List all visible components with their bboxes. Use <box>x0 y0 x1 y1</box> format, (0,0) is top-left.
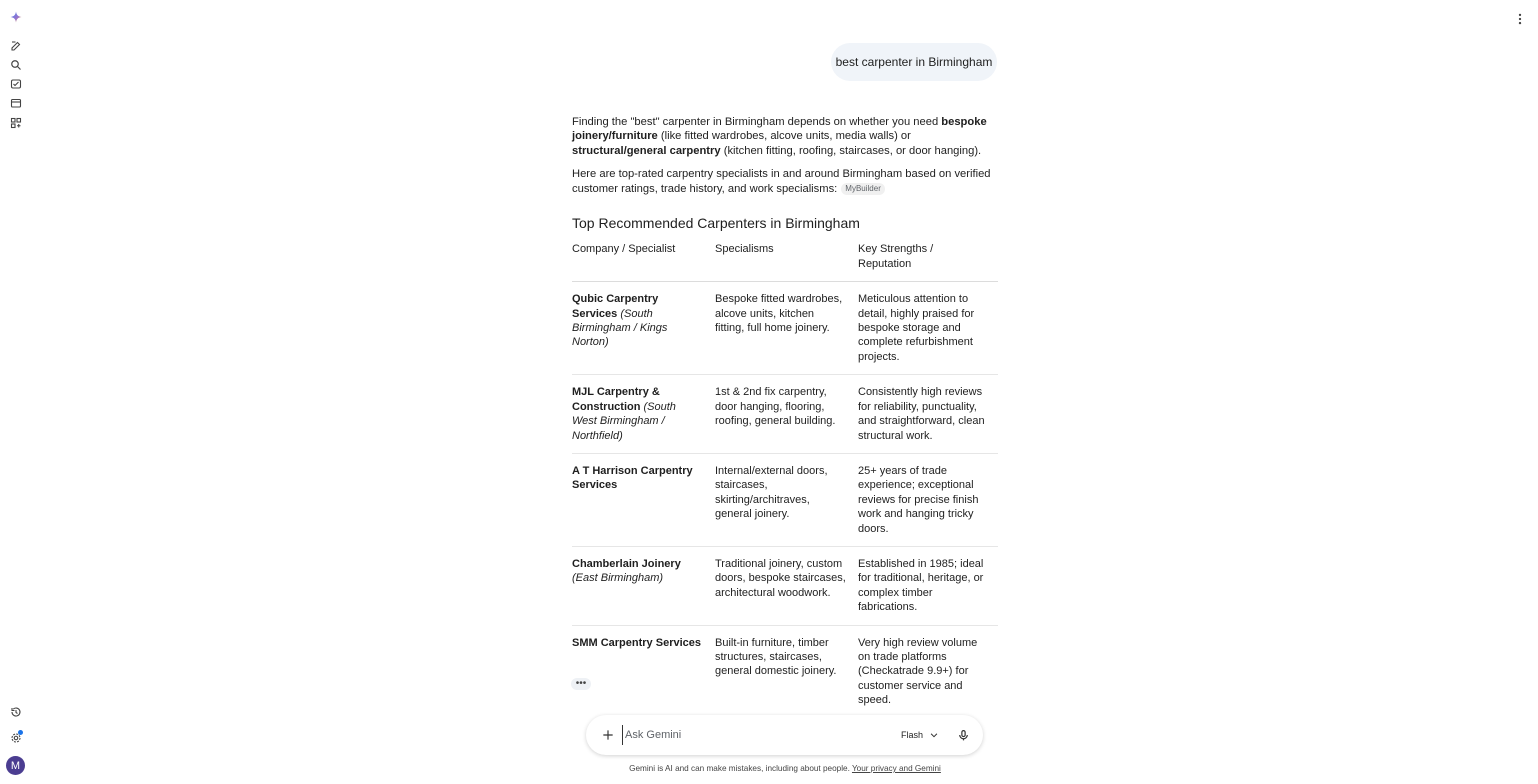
specialisms-cell: Traditional joinery, custom doors, bespoke staircases, architectural woodwork. <box>715 547 858 626</box>
specialisms-cell: Built-in furniture, timber structures, staircases, general domestic joinery. <box>715 636 837 678</box>
prompt-input-bar <box>586 715 983 755</box>
model-selector[interactable] <box>901 727 939 743</box>
chevron-down-icon <box>929 730 939 740</box>
model-label: Flash <box>901 730 924 740</box>
table-row <box>572 547 998 626</box>
column-header: Key Strengths / Reputation <box>858 242 998 282</box>
source-chip[interactable]: MyBuilder <box>841 183 885 195</box>
apps-icon[interactable] <box>8 115 23 130</box>
gemini-spark-icon[interactable] <box>8 9 23 24</box>
more-vert-icon[interactable] <box>1512 10 1528 28</box>
table-row <box>572 375 998 454</box>
notification-dot <box>18 730 23 735</box>
company-name: Qubic Carpentry Services <box>572 293 659 320</box>
specialisms-cell: Internal/external doors, staircases, skirting/architraves, general joinery. <box>715 454 858 547</box>
strengths-cell: Meticulous attention to detail, highly praised for bespoke storage and complete refurbishment projects. <box>858 282 998 375</box>
company-cell <box>572 547 715 626</box>
disclaimer-footer <box>0 764 1538 773</box>
section-heading: Top Recommended Carpenters in Birmingham <box>572 215 860 232</box>
strengths-cell: Very high review volume on trade platforms (Checkatrade 9.9+) for customer service and speed. <box>858 636 978 707</box>
strengths-cell: Established in 1985; ideal for traditional, heritage, or complex timber fabrications. <box>858 547 998 626</box>
company-cell <box>572 454 715 547</box>
table-row <box>572 282 998 375</box>
disclaimer-text: Gemini is AI and can make mistakes, including about people. <box>629 764 852 773</box>
text-run: Here are top-rated carpentry specialists in and around Birmingham based on verified customer ratings, trade history, and work specialisms: <box>572 168 991 195</box>
gems-icon[interactable] <box>8 76 23 91</box>
column-header: Company / Specialist <box>572 242 715 282</box>
edit-icon[interactable] <box>8 38 23 53</box>
avatar[interactable]: M <box>6 756 25 775</box>
more-options-button[interactable]: ••• <box>571 678 591 690</box>
strengths-cell: Consistently high reviews for reliability, punctuality, and straightforward, clean structural work. <box>858 375 998 454</box>
specialisms-cell: Bespoke fitted wardrobes, alcove units, kitchen fitting, full home joinery. <box>715 282 858 375</box>
user-message: best carpenter in Birmingham <box>831 43 997 81</box>
folder-icon[interactable] <box>8 95 23 110</box>
table-row <box>572 626 998 718</box>
settings-icon[interactable] <box>8 730 23 745</box>
response-intro <box>572 115 998 158</box>
column-header: Specialisms <box>715 242 858 282</box>
text-run: Finding the "best" carpenter in Birmingham depends on whether you need <box>572 116 942 128</box>
carpenters-table <box>572 242 998 717</box>
model-response <box>572 115 998 718</box>
company-name: A T Harrison Carpentry Services <box>572 464 693 492</box>
table-header-row <box>572 242 998 282</box>
table-row <box>572 454 998 547</box>
side-rail <box>0 0 32 784</box>
response-context <box>572 167 998 196</box>
company-area: (South Birmingham / Kings Norton) <box>572 307 668 349</box>
strengths-cell: 25+ years of trade experience; exceptional reviews for precise finish work and hanging tricky doors. <box>858 454 998 547</box>
text-run: (kitchen fitting, roofing, staircases, or door hanging). <box>720 144 982 157</box>
search-icon[interactable] <box>8 57 23 72</box>
company-cell <box>572 375 715 454</box>
history-icon[interactable] <box>8 704 23 719</box>
company-cell <box>572 282 715 375</box>
company-name: Chamberlain Joinery <box>572 557 681 570</box>
company-name: MJL Carpentry & Construction <box>572 386 660 413</box>
microphone-icon[interactable] <box>955 727 971 743</box>
emphasis-structural: structural/general carpentry <box>572 144 721 157</box>
privacy-link[interactable]: Your privacy and Gemini <box>851 764 941 773</box>
add-icon[interactable] <box>600 727 616 743</box>
company-name: SMM Carpentry Services <box>572 636 701 649</box>
prompt-input[interactable] <box>622 725 882 745</box>
company-area: (South West Birmingham / Northfield) <box>572 400 676 442</box>
emphasis-bespoke: bespoke joinery/furniture <box>572 116 987 143</box>
specialisms-cell: 1st & 2nd fix carpentry, door hanging, flooring, roofing, general building. <box>715 375 858 454</box>
company-area: (East Birmingham) <box>572 572 664 585</box>
company-cell <box>572 626 715 718</box>
text-run: (like fitted wardrobes, alcove units, media walls) or <box>657 130 911 143</box>
